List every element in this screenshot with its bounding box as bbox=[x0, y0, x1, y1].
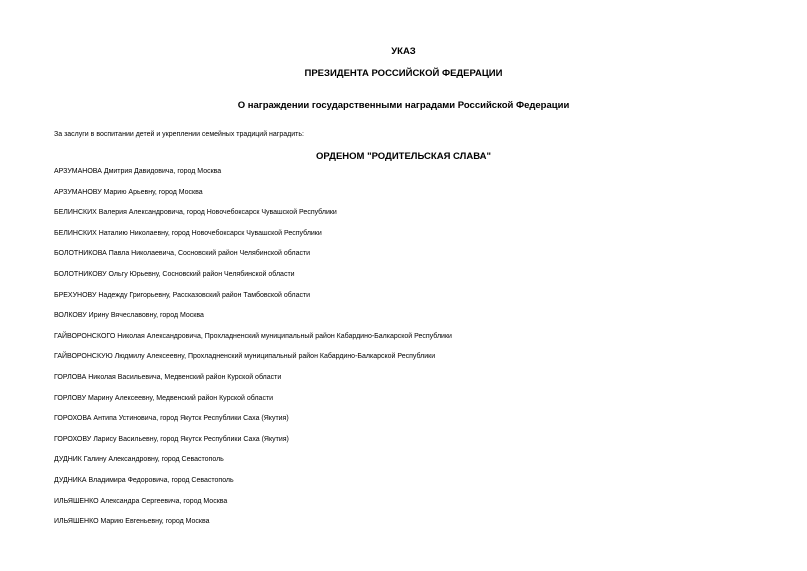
award-heading: ОРДЕНОМ "РОДИТЕЛЬСКАЯ СЛАВА" bbox=[316, 151, 491, 162]
list-item: ГОРОХОВУ Ларису Васильевну, город Якутск Республики Саха (Якутия) bbox=[54, 435, 289, 443]
list-item: ДУДНИКА Владимира Федоровича, город Севастополь bbox=[54, 476, 234, 484]
list-item: БОЛОТНИКОВА Павла Николаевича, Сосновский район Челябинской области bbox=[54, 250, 311, 258]
list-item: ГАЙВОРОНСКОГО Николая Александровича, Прохладненский муниципальный район Кабардино-Балкарской Республики bbox=[54, 332, 452, 340]
list-item: ГАЙВОРОНСКУЮ Людмилу Алексеевну, Прохладненский муниципальный район Кабардино-Балкарской Республики bbox=[54, 353, 436, 361]
recipient-list bbox=[54, 167, 452, 538]
intro-text: За заслуги в воспитании детей и укреплении семейных традиций наградить: bbox=[54, 131, 304, 138]
list-item: ГОРЛОВУ Марину Алексеевну, Медвенский район Курской области bbox=[54, 394, 274, 402]
list-item: БРЕХУНОВУ Надежду Григорьевну, Рассказовский район Тамбовской области bbox=[54, 291, 311, 299]
list-item: БЕЛИНСКИХ Валерия Александровича, город Новочебоксарск Чувашской Республики bbox=[54, 209, 337, 217]
list-item: ИЛЬЯШЕНКО Марию Евгеньевну, город Москва bbox=[54, 518, 210, 526]
list-item: ГОРОХОВА Антипа Устиновича, город Якутск Республики Саха (Якутия) bbox=[54, 415, 289, 423]
list-item: ГОРЛОВА Николая Васильевича, Медвенский район Курской области bbox=[54, 373, 282, 381]
document-title: УКАЗ bbox=[391, 46, 416, 57]
list-item: ДУДНИК Галину Александровну, город Севастополь bbox=[54, 456, 224, 464]
list-item: АРЗУМАНОВУ Марию Арьевну, город Москва bbox=[54, 188, 203, 196]
list-item: ВОЛКОВУ Ирину Вячеславовну, город Москва bbox=[54, 312, 204, 320]
document-subtitle: ПРЕЗИДЕНТА РОССИЙСКОЙ ФЕДЕРАЦИИ bbox=[304, 68, 503, 79]
list-item: БЕЛИНСКИХ Наталию Николаевну, город Новочебоксарск Чувашской Республики bbox=[54, 229, 322, 237]
document-subject: О награждении государственными наградами Российской Федерации bbox=[237, 100, 570, 111]
list-item: ИЛЬЯШЕНКО Александра Сергеевича, город Москва bbox=[54, 497, 228, 505]
list-item: АРЗУМАНОВА Дмитрия Давидовича, город Москва bbox=[54, 168, 222, 175]
list-item: БОЛОТНИКОВУ Ольгу Юрьевну, Сосновский район Челябинской области bbox=[54, 270, 295, 278]
